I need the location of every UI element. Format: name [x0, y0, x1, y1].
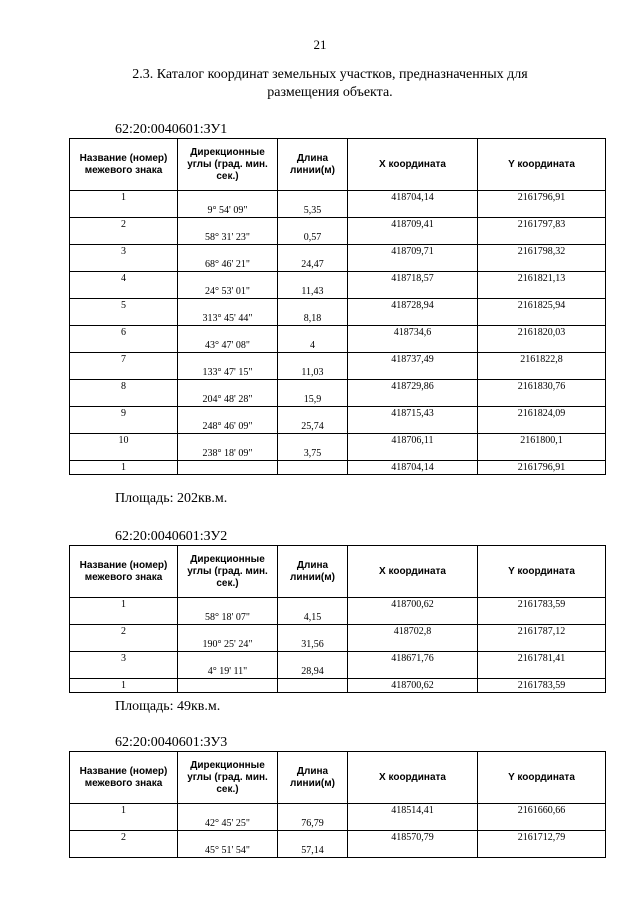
empty-cell — [478, 611, 606, 625]
y-coordinate: 2161781,41 — [478, 652, 606, 666]
y-coordinate: 2161797,83 — [478, 218, 606, 232]
segment-row — [70, 844, 606, 858]
point-row — [70, 218, 606, 232]
x-coordinate: 418514,41 — [348, 804, 478, 818]
point-row — [70, 652, 606, 666]
x-coordinate: 418709,71 — [348, 245, 478, 259]
line-length: 28,94 — [278, 665, 348, 679]
empty-cell — [70, 817, 178, 831]
line-length: 5,35 — [278, 204, 348, 218]
y-coordinate: 2161820,03 — [478, 326, 606, 340]
header-x: X координата — [348, 546, 478, 598]
point-name: 1 — [70, 461, 178, 475]
empty-cell — [478, 844, 606, 858]
empty-cell — [70, 366, 178, 380]
cadastral-number: 62:20:0040601:ЗУ3 — [115, 735, 228, 750]
line-length: 4 — [278, 339, 348, 353]
cadastral-number: 62:20:0040601:ЗУ1 — [115, 122, 228, 137]
empty-cell — [478, 665, 606, 679]
y-coordinate: 2161796,91 — [478, 191, 606, 205]
empty-cell — [348, 844, 478, 858]
line-length: 8,18 — [278, 312, 348, 326]
empty-cell — [278, 380, 348, 394]
direction-angle: 238° 18' 09" — [178, 447, 278, 461]
point-name: 9 — [70, 407, 178, 421]
empty-cell — [178, 831, 278, 845]
x-coordinate: 418718,57 — [348, 272, 478, 286]
point-row — [70, 353, 606, 367]
direction-angle: 58° 31' 23" — [178, 231, 278, 245]
y-coordinate: 2161800,1 — [478, 434, 606, 448]
line-length: 3,75 — [278, 447, 348, 461]
header-y: Y координата — [478, 752, 606, 804]
point-name: 1 — [70, 191, 178, 205]
header-name: Название (номер) межевого знака — [70, 546, 178, 598]
direction-angle: 68° 46' 21" — [178, 258, 278, 272]
x-coordinate: 418671,76 — [348, 652, 478, 666]
header-name: Название (номер) межевого знака — [70, 752, 178, 804]
point-row — [70, 245, 606, 259]
header-x: X координата — [348, 752, 478, 804]
direction-angle: 58° 18' 07" — [178, 611, 278, 625]
empty-cell — [278, 598, 348, 612]
direction-angle: 45° 51' 54" — [178, 844, 278, 858]
empty-cell — [348, 204, 478, 218]
point-name: 2 — [70, 625, 178, 639]
x-coordinate: 418700,62 — [348, 598, 478, 612]
empty-cell — [178, 353, 278, 367]
segment-row — [70, 258, 606, 272]
point-name: 2 — [70, 831, 178, 845]
y-coordinate: 2161787,12 — [478, 625, 606, 639]
direction-angle: 42° 45' 25" — [178, 817, 278, 831]
x-coordinate: 418709,41 — [348, 218, 478, 232]
point-row — [70, 625, 606, 639]
point-name: 1 — [70, 679, 178, 693]
x-coordinate: 418702,8 — [348, 625, 478, 639]
header-length: Длина линии(м) — [278, 139, 348, 191]
coordinate-table — [69, 545, 606, 693]
empty-cell — [478, 638, 606, 652]
point-name: 2 — [70, 218, 178, 232]
empty-cell — [348, 339, 478, 353]
empty-cell — [70, 447, 178, 461]
line-length: 76,79 — [278, 817, 348, 831]
empty-cell — [70, 312, 178, 326]
line-length: 57,14 — [278, 844, 348, 858]
empty-cell — [278, 652, 348, 666]
direction-angle: 204° 48' 28" — [178, 393, 278, 407]
y-coordinate: 2161796,91 — [478, 461, 606, 475]
y-coordinate: 2161824,09 — [478, 407, 606, 421]
empty-cell — [178, 461, 278, 475]
section-heading: 2.3. Каталог координат земельных участков, предназначенных для размещения объекта. — [132, 67, 528, 100]
segment-row — [70, 204, 606, 218]
point-row — [70, 191, 606, 205]
empty-cell — [178, 625, 278, 639]
point-name: 3 — [70, 245, 178, 259]
empty-cell — [278, 218, 348, 232]
segment-row — [70, 339, 606, 353]
y-coordinate: 2161660,66 — [478, 804, 606, 818]
segment-row — [70, 420, 606, 434]
direction-angle: 248° 46' 09" — [178, 420, 278, 434]
segment-row — [70, 393, 606, 407]
y-coordinate: 2161825,94 — [478, 299, 606, 313]
point-name: 1 — [70, 598, 178, 612]
x-coordinate: 418737,49 — [348, 353, 478, 367]
point-name: 7 — [70, 353, 178, 367]
empty-cell — [178, 191, 278, 205]
segment-row — [70, 312, 606, 326]
line-length: 4,15 — [278, 611, 348, 625]
empty-cell — [348, 665, 478, 679]
header-length: Длина линии(м) — [278, 546, 348, 598]
empty-cell — [178, 804, 278, 818]
segment-row — [70, 366, 606, 380]
empty-cell — [278, 434, 348, 448]
empty-cell — [278, 804, 348, 818]
y-coordinate: 2161783,59 — [478, 679, 606, 693]
header-y: Y координата — [478, 546, 606, 598]
empty-cell — [278, 191, 348, 205]
x-coordinate: 418704,14 — [348, 461, 478, 475]
coordinate-table — [69, 751, 606, 858]
empty-cell — [70, 258, 178, 272]
empty-cell — [278, 625, 348, 639]
header-x: X координата — [348, 139, 478, 191]
empty-cell — [348, 447, 478, 461]
x-coordinate: 418734,6 — [348, 326, 478, 340]
empty-cell — [348, 258, 478, 272]
empty-cell — [178, 652, 278, 666]
empty-cell — [278, 326, 348, 340]
x-coordinate: 418729,86 — [348, 380, 478, 394]
empty-cell — [70, 285, 178, 299]
point-name: 6 — [70, 326, 178, 340]
line-length: 15,9 — [278, 393, 348, 407]
direction-angle: 43° 47' 08" — [178, 339, 278, 353]
empty-cell — [348, 285, 478, 299]
empty-cell — [178, 380, 278, 394]
y-coordinate: 2161822,8 — [478, 353, 606, 367]
empty-cell — [348, 366, 478, 380]
x-coordinate: 418700,62 — [348, 679, 478, 693]
header-angle: Дирекционные углы (град. мин. сек.) — [178, 139, 278, 191]
y-coordinate: 2161783,59 — [478, 598, 606, 612]
empty-cell — [348, 312, 478, 326]
point-row — [70, 679, 606, 693]
empty-cell — [348, 638, 478, 652]
empty-cell — [178, 272, 278, 286]
empty-cell — [178, 245, 278, 259]
point-row — [70, 272, 606, 286]
empty-cell — [178, 679, 278, 693]
area-label: Площадь: 49кв.м. — [115, 699, 221, 714]
segment-row — [70, 447, 606, 461]
header-length: Длина линии(м) — [278, 752, 348, 804]
direction-angle: 313° 45' 44" — [178, 312, 278, 326]
y-coordinate: 2161821,13 — [478, 272, 606, 286]
y-coordinate: 2161712,79 — [478, 831, 606, 845]
point-name: 5 — [70, 299, 178, 313]
point-row — [70, 804, 606, 818]
empty-cell — [278, 831, 348, 845]
point-name: 3 — [70, 652, 178, 666]
direction-angle: 133° 47' 15" — [178, 366, 278, 380]
empty-cell — [478, 393, 606, 407]
empty-cell — [70, 339, 178, 353]
point-row — [70, 434, 606, 448]
direction-angle: 190° 25' 24" — [178, 638, 278, 652]
empty-cell — [70, 420, 178, 434]
area-label: Площадь: 202кв.м. — [115, 491, 228, 506]
header-name: Название (номер) межевого знака — [70, 139, 178, 191]
empty-cell — [70, 638, 178, 652]
empty-cell — [478, 312, 606, 326]
empty-cell — [348, 393, 478, 407]
point-name: 10 — [70, 434, 178, 448]
empty-cell — [348, 420, 478, 434]
empty-cell — [278, 461, 348, 475]
empty-cell — [478, 231, 606, 245]
segment-row — [70, 638, 606, 652]
y-coordinate: 2161798,32 — [478, 245, 606, 259]
empty-cell — [178, 407, 278, 421]
header-angle: Дирекционные углы (град. мин. сек.) — [178, 546, 278, 598]
empty-cell — [478, 817, 606, 831]
segment-row — [70, 665, 606, 679]
point-row — [70, 380, 606, 394]
empty-cell — [70, 204, 178, 218]
empty-cell — [478, 447, 606, 461]
point-row — [70, 407, 606, 421]
y-coordinate: 2161830,76 — [478, 380, 606, 394]
line-length: 25,74 — [278, 420, 348, 434]
point-row — [70, 299, 606, 313]
header-angle: Дирекционные углы (град. мин. сек.) — [178, 752, 278, 804]
empty-cell — [178, 434, 278, 448]
point-name: 1 — [70, 804, 178, 818]
empty-cell — [348, 817, 478, 831]
empty-cell — [278, 245, 348, 259]
line-length: 11,03 — [278, 366, 348, 380]
direction-angle: 9° 54' 09" — [178, 204, 278, 218]
empty-cell — [278, 407, 348, 421]
empty-cell — [478, 204, 606, 218]
segment-row — [70, 817, 606, 831]
direction-angle: 4° 19' 11" — [178, 665, 278, 679]
empty-cell — [278, 272, 348, 286]
empty-cell — [178, 299, 278, 313]
empty-cell — [178, 218, 278, 232]
empty-cell — [70, 231, 178, 245]
line-length: 11,43 — [278, 285, 348, 299]
header-y: Y координата — [478, 139, 606, 191]
direction-angle: 24° 53' 01" — [178, 285, 278, 299]
line-length: 24,47 — [278, 258, 348, 272]
x-coordinate: 418570,79 — [348, 831, 478, 845]
segment-row — [70, 611, 606, 625]
cadastral-number: 62:20:0040601:ЗУ2 — [115, 529, 228, 544]
empty-cell — [478, 339, 606, 353]
segment-row — [70, 285, 606, 299]
point-name: 4 — [70, 272, 178, 286]
line-length: 31,56 — [278, 638, 348, 652]
page-number: 21 — [313, 37, 327, 52]
empty-cell — [278, 353, 348, 367]
segment-row — [70, 231, 606, 245]
x-coordinate: 418728,94 — [348, 299, 478, 313]
x-coordinate: 418706,11 — [348, 434, 478, 448]
empty-cell — [478, 285, 606, 299]
point-row — [70, 461, 606, 475]
empty-cell — [70, 665, 178, 679]
empty-cell — [178, 598, 278, 612]
x-coordinate: 418704,14 — [348, 191, 478, 205]
empty-cell — [178, 326, 278, 340]
point-name: 8 — [70, 380, 178, 394]
empty-cell — [478, 420, 606, 434]
empty-cell — [70, 611, 178, 625]
empty-cell — [348, 231, 478, 245]
empty-cell — [478, 258, 606, 272]
line-length: 0,57 — [278, 231, 348, 245]
point-row — [70, 598, 606, 612]
empty-cell — [278, 679, 348, 693]
coordinate-table — [69, 138, 606, 475]
empty-cell — [70, 844, 178, 858]
empty-cell — [478, 366, 606, 380]
empty-cell — [70, 393, 178, 407]
x-coordinate: 418715,43 — [348, 407, 478, 421]
point-row — [70, 326, 606, 340]
empty-cell — [278, 299, 348, 313]
point-row — [70, 831, 606, 845]
empty-cell — [348, 611, 478, 625]
